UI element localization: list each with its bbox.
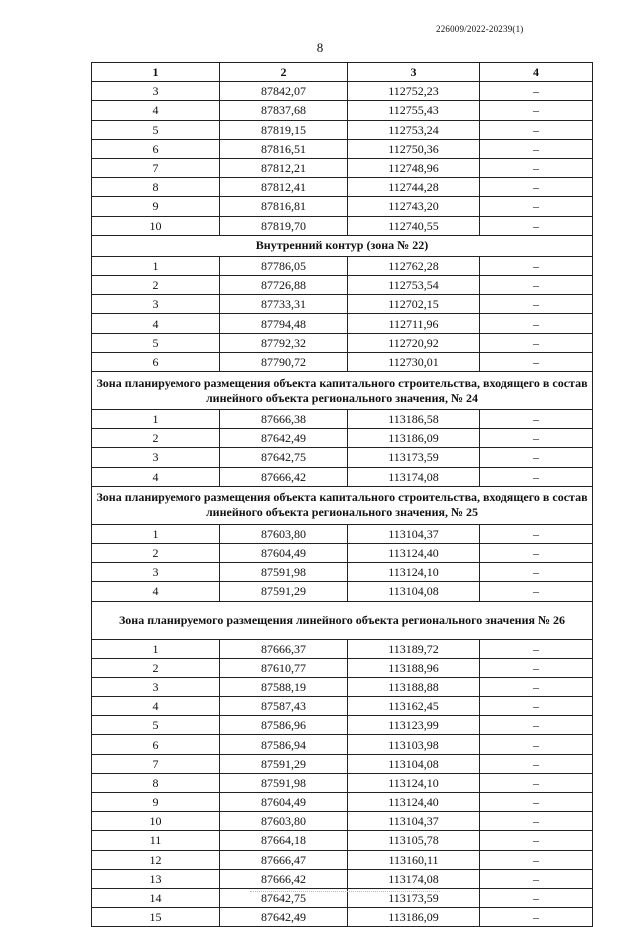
note-cell: –: [480, 178, 593, 197]
table-row: [92, 524, 593, 543]
section-title: Зона планируемого размещения объекта капитального строительства, входящего в состав линейного объекта регионального значения, № 25: [92, 486, 593, 524]
point-number-cell: 10: [92, 812, 220, 831]
x-coordinate-cell: 87591,29: [220, 582, 348, 601]
x-coordinate-cell: 87819,15: [220, 120, 348, 139]
x-coordinate-cell: 87587,43: [220, 697, 348, 716]
y-coordinate-cell: 113186,09: [348, 429, 480, 448]
note-cell: –: [480, 639, 593, 658]
point-number-cell: 7: [92, 158, 220, 177]
coordinates-table-body: [92, 63, 593, 927]
note-cell: –: [480, 888, 593, 907]
bottom-scan-artifact: [250, 891, 440, 892]
table-row: [92, 216, 593, 235]
y-coordinate-cell: 112753,54: [348, 276, 480, 295]
y-coordinate-cell: 112753,24: [348, 120, 480, 139]
x-coordinate-cell: 87794,48: [220, 314, 348, 333]
point-number-cell: 2: [92, 429, 220, 448]
point-number-cell: 6: [92, 735, 220, 754]
x-coordinate-cell: 87726,88: [220, 276, 348, 295]
x-coordinate-cell: 87792,32: [220, 333, 348, 352]
y-coordinate-cell: 113173,59: [348, 448, 480, 467]
point-number-cell: 11: [92, 831, 220, 850]
note-cell: –: [480, 850, 593, 869]
section-title: Внутренний контур (зона № 22): [92, 235, 593, 256]
point-number-cell: 2: [92, 276, 220, 295]
document-id: 226009/2022-20239(1): [436, 24, 524, 34]
note-cell: –: [480, 276, 593, 295]
point-number-cell: 5: [92, 120, 220, 139]
note-cell: –: [480, 295, 593, 314]
table-row: [92, 908, 593, 927]
x-coordinate-cell: 87786,05: [220, 256, 348, 275]
note-cell: –: [480, 139, 593, 158]
table-row: [92, 831, 593, 850]
y-coordinate-cell: 112755,43: [348, 101, 480, 120]
x-coordinate-cell: 87666,42: [220, 467, 348, 486]
table-row: [92, 467, 593, 486]
y-coordinate-cell: 113105,78: [348, 831, 480, 850]
point-number-cell: 4: [92, 582, 220, 601]
section-title-row: [92, 601, 593, 639]
y-coordinate-cell: 112702,15: [348, 295, 480, 314]
note-cell: –: [480, 812, 593, 831]
table-row: [92, 543, 593, 562]
table-row: [92, 716, 593, 735]
section-title-row: [92, 235, 593, 256]
x-coordinate-cell: 87666,37: [220, 639, 348, 658]
point-number-cell: 5: [92, 333, 220, 352]
y-coordinate-cell: 113174,08: [348, 467, 480, 486]
x-coordinate-cell: 87666,47: [220, 850, 348, 869]
y-coordinate-cell: 112762,28: [348, 256, 480, 275]
point-number-cell: 7: [92, 754, 220, 773]
note-cell: –: [480, 82, 593, 101]
point-number-cell: 9: [92, 197, 220, 216]
y-coordinate-cell: 113173,59: [348, 888, 480, 907]
y-coordinate-cell: 113186,58: [348, 410, 480, 429]
note-cell: –: [480, 467, 593, 486]
point-number-cell: 5: [92, 716, 220, 735]
table-row: [92, 869, 593, 888]
y-coordinate-cell: 113104,08: [348, 582, 480, 601]
y-coordinate-cell: 113189,72: [348, 639, 480, 658]
y-coordinate-cell: 113104,08: [348, 754, 480, 773]
x-coordinate-cell: 87588,19: [220, 677, 348, 696]
point-number-cell: 6: [92, 352, 220, 371]
point-number-cell: 14: [92, 888, 220, 907]
x-coordinate-cell: 87603,80: [220, 524, 348, 543]
note-cell: –: [480, 716, 593, 735]
point-number-cell: 2: [92, 658, 220, 677]
header-col-2: 2: [220, 63, 348, 82]
note-cell: –: [480, 735, 593, 754]
x-coordinate-cell: 87610,77: [220, 658, 348, 677]
table-row: [92, 677, 593, 696]
point-number-cell: 3: [92, 82, 220, 101]
x-coordinate-cell: 87837,68: [220, 101, 348, 120]
point-number-cell: 12: [92, 850, 220, 869]
x-coordinate-cell: 87604,49: [220, 793, 348, 812]
note-cell: –: [480, 563, 593, 582]
table-row: [92, 178, 593, 197]
point-number-cell: 8: [92, 178, 220, 197]
header-col-3: 3: [348, 63, 480, 82]
table-row: [92, 158, 593, 177]
point-number-cell: 8: [92, 773, 220, 792]
section-title-row: [92, 486, 593, 524]
y-coordinate-cell: 112743,20: [348, 197, 480, 216]
table-row: [92, 639, 593, 658]
note-cell: –: [480, 582, 593, 601]
section-title-row: [92, 372, 593, 410]
x-coordinate-cell: 87591,29: [220, 754, 348, 773]
x-coordinate-cell: 87591,98: [220, 773, 348, 792]
note-cell: –: [480, 216, 593, 235]
y-coordinate-cell: 113188,96: [348, 658, 480, 677]
point-number-cell: 1: [92, 639, 220, 658]
note-cell: –: [480, 697, 593, 716]
x-coordinate-cell: 87591,98: [220, 563, 348, 582]
y-coordinate-cell: 113174,08: [348, 869, 480, 888]
y-coordinate-cell: 113104,37: [348, 524, 480, 543]
x-coordinate-cell: 87819,70: [220, 216, 348, 235]
table-row: [92, 314, 593, 333]
point-number-cell: 2: [92, 543, 220, 562]
y-coordinate-cell: 112720,92: [348, 333, 480, 352]
note-cell: –: [480, 333, 593, 352]
note-cell: –: [480, 410, 593, 429]
point-number-cell: 1: [92, 524, 220, 543]
y-coordinate-cell: 113124,10: [348, 563, 480, 582]
x-coordinate-cell: 87603,80: [220, 812, 348, 831]
x-coordinate-cell: 87586,96: [220, 716, 348, 735]
note-cell: –: [480, 448, 593, 467]
table-row: [92, 812, 593, 831]
note-cell: –: [480, 754, 593, 773]
table-row: [92, 658, 593, 677]
note-cell: –: [480, 524, 593, 543]
table-row: [92, 697, 593, 716]
x-coordinate-cell: 87666,42: [220, 869, 348, 888]
note-cell: –: [480, 658, 593, 677]
point-number-cell: 9: [92, 793, 220, 812]
x-coordinate-cell: 87642,49: [220, 908, 348, 927]
table-row: [92, 333, 593, 352]
y-coordinate-cell: 113104,37: [348, 812, 480, 831]
point-number-cell: 10: [92, 216, 220, 235]
table-row: [92, 139, 593, 158]
x-coordinate-cell: 87642,49: [220, 429, 348, 448]
x-coordinate-cell: 87642,75: [220, 448, 348, 467]
y-coordinate-cell: 113124,40: [348, 793, 480, 812]
x-coordinate-cell: 87666,38: [220, 410, 348, 429]
point-number-cell: 3: [92, 448, 220, 467]
x-coordinate-cell: 87816,51: [220, 139, 348, 158]
y-coordinate-cell: 113124,10: [348, 773, 480, 792]
note-cell: –: [480, 773, 593, 792]
section-title: Зона планируемого размещения линейного объекта регионального значения № 26: [92, 601, 593, 639]
x-coordinate-cell: 87842,07: [220, 82, 348, 101]
note-cell: –: [480, 256, 593, 275]
table-row: [92, 563, 593, 582]
x-coordinate-cell: 87790,72: [220, 352, 348, 371]
table-row: [92, 256, 593, 275]
header-col-1: 1: [92, 63, 220, 82]
note-cell: –: [480, 120, 593, 139]
note-cell: –: [480, 677, 593, 696]
coordinates-table: [91, 62, 593, 927]
point-number-cell: 13: [92, 869, 220, 888]
note-cell: –: [480, 908, 593, 927]
table-row: [92, 197, 593, 216]
point-number-cell: 4: [92, 697, 220, 716]
y-coordinate-cell: 112740,55: [348, 216, 480, 235]
y-coordinate-cell: 112750,36: [348, 139, 480, 158]
x-coordinate-cell: 87604,49: [220, 543, 348, 562]
x-coordinate-cell: 87816,81: [220, 197, 348, 216]
y-coordinate-cell: 112752,23: [348, 82, 480, 101]
table-row: [92, 582, 593, 601]
table-row: [92, 448, 593, 467]
point-number-cell: 1: [92, 256, 220, 275]
note-cell: –: [480, 158, 593, 177]
table-row: [92, 410, 593, 429]
header-col-4: 4: [480, 63, 593, 82]
x-coordinate-cell: 87664,18: [220, 831, 348, 850]
x-coordinate-cell: 87812,41: [220, 178, 348, 197]
y-coordinate-cell: 113162,45: [348, 697, 480, 716]
x-coordinate-cell: 87586,94: [220, 735, 348, 754]
table-row: [92, 120, 593, 139]
table-row: [92, 352, 593, 371]
note-cell: –: [480, 543, 593, 562]
table-row: [92, 793, 593, 812]
section-title: Зона планируемого размещения объекта капитального строительства, входящего в состав линейного объекта регионального значения, № 24: [92, 372, 593, 410]
y-coordinate-cell: 112748,96: [348, 158, 480, 177]
y-coordinate-cell: 112744,28: [348, 178, 480, 197]
y-coordinate-cell: 112711,96: [348, 314, 480, 333]
x-coordinate-cell: 87812,21: [220, 158, 348, 177]
page-number: 8: [316, 40, 324, 55]
point-number-cell: 4: [92, 467, 220, 486]
y-coordinate-cell: 113124,40: [348, 543, 480, 562]
table-row: [92, 295, 593, 314]
point-number-cell: 4: [92, 101, 220, 120]
note-cell: –: [480, 101, 593, 120]
table-header-row: [92, 63, 593, 82]
y-coordinate-cell: 112730,01: [348, 352, 480, 371]
point-number-cell: 1: [92, 410, 220, 429]
x-coordinate-cell: 87733,31: [220, 295, 348, 314]
point-number-cell: 6: [92, 139, 220, 158]
point-number-cell: 4: [92, 314, 220, 333]
table-row: [92, 850, 593, 869]
point-number-cell: 3: [92, 677, 220, 696]
table-row: [92, 82, 593, 101]
y-coordinate-cell: 113123,99: [348, 716, 480, 735]
note-cell: –: [480, 793, 593, 812]
y-coordinate-cell: 113160,11: [348, 850, 480, 869]
note-cell: –: [480, 314, 593, 333]
table-row: [92, 429, 593, 448]
note-cell: –: [480, 352, 593, 371]
table-row: [92, 754, 593, 773]
y-coordinate-cell: 113186,09: [348, 908, 480, 927]
note-cell: –: [480, 831, 593, 850]
x-coordinate-cell: 87642,75: [220, 888, 348, 907]
table-row: [92, 735, 593, 754]
note-cell: –: [480, 869, 593, 888]
table-row: [92, 773, 593, 792]
table-row: [92, 101, 593, 120]
note-cell: –: [480, 429, 593, 448]
y-coordinate-cell: 113103,98: [348, 735, 480, 754]
point-number-cell: 3: [92, 295, 220, 314]
note-cell: –: [480, 197, 593, 216]
point-number-cell: 15: [92, 908, 220, 927]
table-row: [92, 276, 593, 295]
point-number-cell: 3: [92, 563, 220, 582]
y-coordinate-cell: 113188,88: [348, 677, 480, 696]
